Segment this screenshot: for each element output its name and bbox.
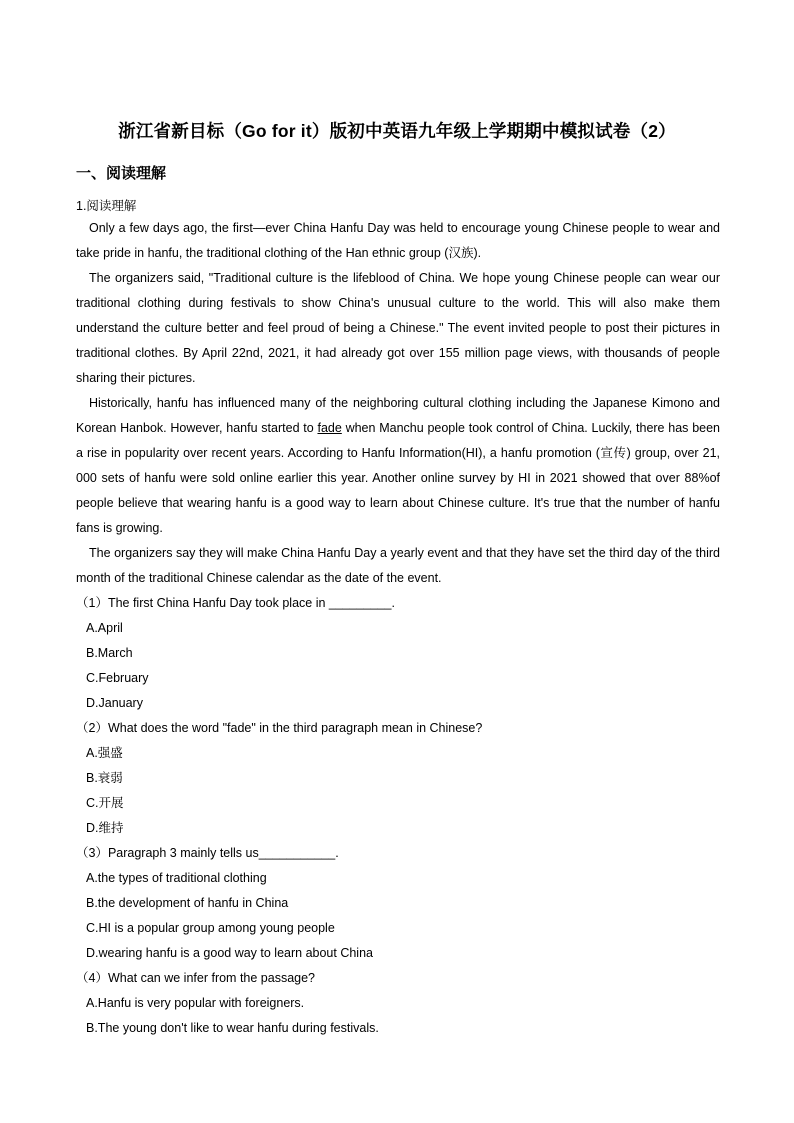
question-stem: （3）Paragraph 3 mainly tells us___________.: [76, 846, 339, 860]
answer-option: B.衰弱: [86, 771, 123, 785]
passage-paragraph-2: The organizers said, "Traditional culture is the lifeblood of China. We hope young Chinese people can wear our traditional clothing during festivals to show China's unusual culture to the world. This will also make them understand the culture better and feel proud of being a Chinese." The event invited people to post their pictures in traditional clothes. By April 22nd, 2021, it had already got over 155 million page views, with thousands of people sharing their pictures.: [76, 271, 720, 385]
answer-option: A.April: [86, 621, 123, 635]
passage-paragraph-3: [76, 391, 720, 541]
question-stem: （2）What does the word "fade" in the third paragraph mean in Chinese?: [76, 721, 483, 735]
question-stem: （4）What can we infer from the passage?: [76, 971, 316, 985]
question-number: 1.阅读理解: [76, 199, 137, 213]
answer-option: B.March: [86, 646, 133, 660]
passage-paragraph-4: The organizers say they will make China Hanfu Day a yearly event and that they have set the third day of the third month of the traditional Chinese calendar as the date of the event.: [76, 546, 720, 585]
answer-option: D.维持: [86, 821, 124, 835]
answer-option: B.the development of hanfu in China: [86, 896, 289, 910]
underlined-word-fade: fade: [317, 421, 342, 435]
question-stem: （1）The first China Hanfu Day took place in _________.: [76, 596, 395, 610]
paragraph-3-text-start: Historically, hanfu has influenced many of the neighboring cultural clothing including the Japanese Kimono and Korean Hanbok. However, hanfu started to: [76, 396, 720, 435]
answer-option: A.the types of traditional clothing: [86, 871, 267, 885]
question-2: [76, 716, 720, 841]
paragraph-3-text-end: when Manchu people took control of China. Luckily, there has been a rise in popularity over recent years. According to Hanfu Information(HI), a hanfu promotion (宣传) group, over 21, 000 sets of hanfu were sold online earlier this year. Another online survey by HI in 2021 showed that over 88%of people believe that wearing hanfu is a good way to learn about Chinese culture. It's true that the number of hanfu fans is growing.: [76, 421, 720, 535]
section-heading: 一、阅读理解: [76, 165, 167, 182]
answer-option: C.开展: [86, 796, 124, 810]
answer-option: A.Hanfu is very popular with foreigners.: [86, 996, 305, 1010]
reading-passage: [76, 216, 720, 591]
answer-option: D.wearing hanfu is a good way to learn about China: [86, 946, 373, 960]
question-4: [76, 966, 720, 1041]
answer-option: D.January: [86, 696, 143, 710]
question-1: [76, 591, 720, 716]
answer-option: C.February: [86, 671, 149, 685]
answer-option: A.强盛: [86, 746, 123, 760]
answer-option: B.The young don't like to wear hanfu during festivals.: [86, 1021, 379, 1035]
question-list: [76, 591, 720, 1041]
question-3: [76, 841, 720, 966]
passage-paragraph-1: Only a few days ago, the first—ever China Hanfu Day was held to encourage young Chinese people to wear and take pride in hanfu, the traditional clothing of the Han ethnic group (汉族).: [76, 221, 720, 260]
page-title: 浙江省新目标（Go for it）版初中英语九年级上学期期中模拟试卷（2）: [118, 121, 676, 141]
answer-option: C.HI is a popular group among young people: [86, 921, 335, 935]
